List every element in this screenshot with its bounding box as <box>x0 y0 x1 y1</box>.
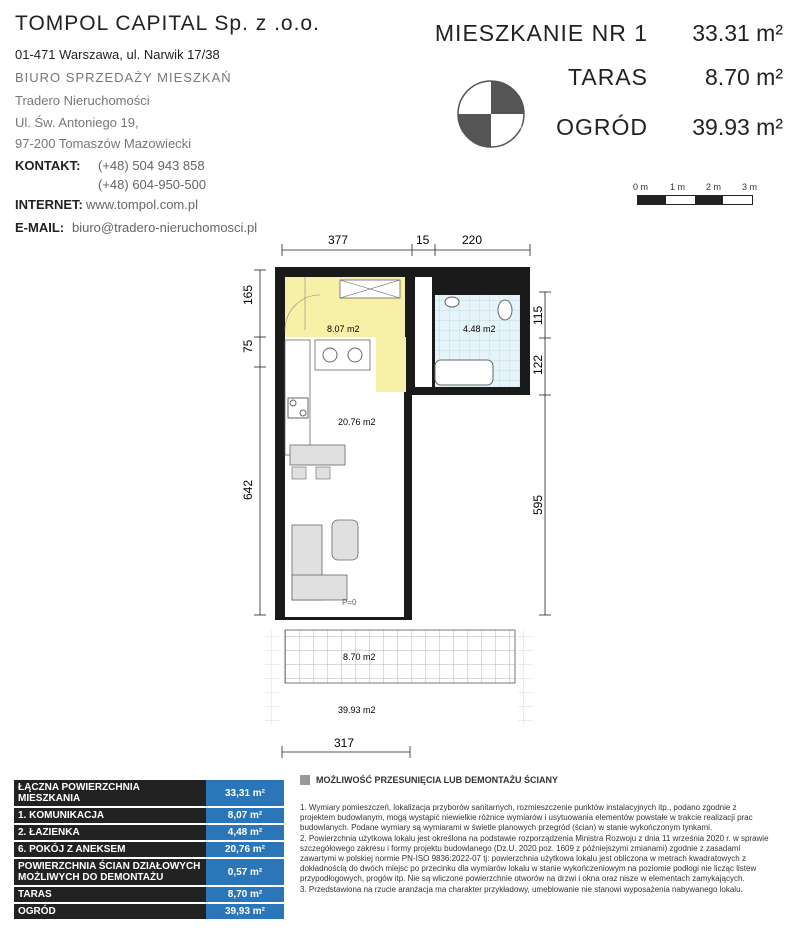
garden-label: OGRÓD <box>556 114 648 140</box>
table-row: OGRÓD 39,93 m² <box>14 904 284 919</box>
internet-label: INTERNET: <box>15 197 83 212</box>
dim-right-3: 595 <box>531 494 545 515</box>
area-summary-table <box>14 778 284 921</box>
room-communication-area: 8.07 m2 <box>327 324 360 334</box>
room-bathroom-area: 4.48 m2 <box>463 324 496 334</box>
table-row: TARAS 8,70 m² <box>14 887 284 902</box>
email-label: E-MAIL: <box>15 220 65 235</box>
terrace-label: TARAS <box>568 64 648 90</box>
dim-left-1: 165 <box>241 284 255 305</box>
table-row: 2. ŁAZIENKA 4,48 m² <box>14 825 284 840</box>
internet-link[interactable]: www.tompol.com.pl <box>86 197 198 212</box>
notes-section <box>300 775 770 896</box>
note-item: 1. Wymiary pomieszczeń, lokalizacja przyborów sanitarnych, rozmieszczenie punktów instalacyjnych itp., podano zgodnie z projektem budowlanym, mogą wystąpić niewielkie różnice wymiarów i usytuowania elementów powstałe w trakcie realizacji prac budowlanych. Podane wymiary są wymiarami w świetle planowych przegród (ścian) w stanie wykończonym tynkami. <box>300 803 753 832</box>
phone-1[interactable]: (+48) 504 943 858 <box>98 158 205 173</box>
office-line: 97-200 Tomaszów Mazowiecki <box>15 136 192 151</box>
compass-label: PÓŁNOC <box>501 115 526 134</box>
dim-left-3: 642 <box>241 479 255 500</box>
compass-icon <box>455 78 527 150</box>
room-garden-area: 39.93 m2 <box>338 705 376 715</box>
dim-right-1: 115 <box>531 305 545 325</box>
dim-left-2: 75 <box>241 339 255 353</box>
terrace <box>285 630 515 683</box>
dim-top-3: 220 <box>462 233 483 247</box>
dim-top-2: 15 <box>416 233 430 247</box>
note-item: 2. Powierzchnia użytkowa lokalu jest określona na podstawie rozporządzenia Ministra Rozwoju z dnia 11 września 2020 r. w sprawie szczegółowego zakresu i formy projektu budowlanego (Dz.U. 2020 poz. 1609 z późniejszymi zmianami) zgodnie z zasadami zawartymi w polskiej normie PN-ISO 9836:2022-07 tj: powierzchnia użytkowa lokalu jest obliczona w metrach kwadratowych z dokładnością do dwóch miejsc po przecinku dla wymiarów lokalu w stanie wykończeniowym na poziomie podłogi nie licząc listew przypodłogowych, progów itp. Nie są wliczone powierzchnie otworów na drzwi i okna oraz nisze w elementach zamykających. <box>300 834 769 883</box>
notes-title: MOŻLIWOŚĆ PRZESUNIĘCIA LUB DEMONTAŻU ŚCIANY <box>300 775 770 785</box>
apartment-label: MIESZKANIE NR 1 <box>434 20 648 46</box>
company-address: 01-471 Warszawa, ul. Narwik 17/38 <box>15 47 220 62</box>
scale-label: 0 m <box>633 182 649 192</box>
dim-top-1: 377 <box>328 233 349 247</box>
scale-label: 3 m <box>742 182 758 192</box>
office-line: Ul. Św. Antoniego 19, <box>15 115 139 130</box>
terrace-area: 8.70 m² <box>705 64 783 90</box>
floor-plan <box>230 230 560 760</box>
table-row: POWIERZCHNIA ŚCIAN DZIAŁOWYCH MOŻLIWYCH DO DEMONTAŻU 0,57 m² <box>14 859 284 885</box>
table-row: 1. KOMUNIKACJA 8,07 m² <box>14 808 284 823</box>
table-row: 6. POKÓJ Z ANEKSEM 20,76 m² <box>14 842 284 857</box>
dim-right-2: 122 <box>531 354 545 375</box>
email-link[interactable]: biuro@tradero-nieruchomosci.pl <box>72 220 258 235</box>
company-name: TOMPOL CAPITAL Sp. z .o.o. <box>15 12 320 35</box>
room-living-area: 20.76 m2 <box>338 417 376 427</box>
scale-bar <box>637 195 753 205</box>
note-item: 3. Przedstawiona na rzucie aranżacja ma charakter przykładowy, umeblowanie nie stanowi wyposażenia nabywanego lokalu. <box>300 885 743 894</box>
phone-2[interactable]: (+48) 604-950-500 <box>98 177 207 192</box>
room-terrace-area: 8.70 m2 <box>343 652 376 662</box>
garden-area: 39.93 m² <box>692 114 783 140</box>
office-title: BIURO SPRZEDAŻY MIESZKAŃ <box>15 70 232 85</box>
door-label: P=0 <box>342 598 357 607</box>
table-row: ŁĄCZNA POWIERZCHNIA MIESZKANIA 33,31 m² <box>14 780 284 806</box>
apartment-area: 33.31 m² <box>692 20 783 46</box>
scale-label: 1 m <box>670 182 686 192</box>
office-line: Tradero Nieruchomości <box>15 93 150 108</box>
contact-label: KONTAKT: <box>15 158 81 173</box>
scale-label: 2 m <box>706 182 722 192</box>
dim-bottom: 317 <box>334 736 355 750</box>
wall-legend-icon <box>300 775 310 785</box>
